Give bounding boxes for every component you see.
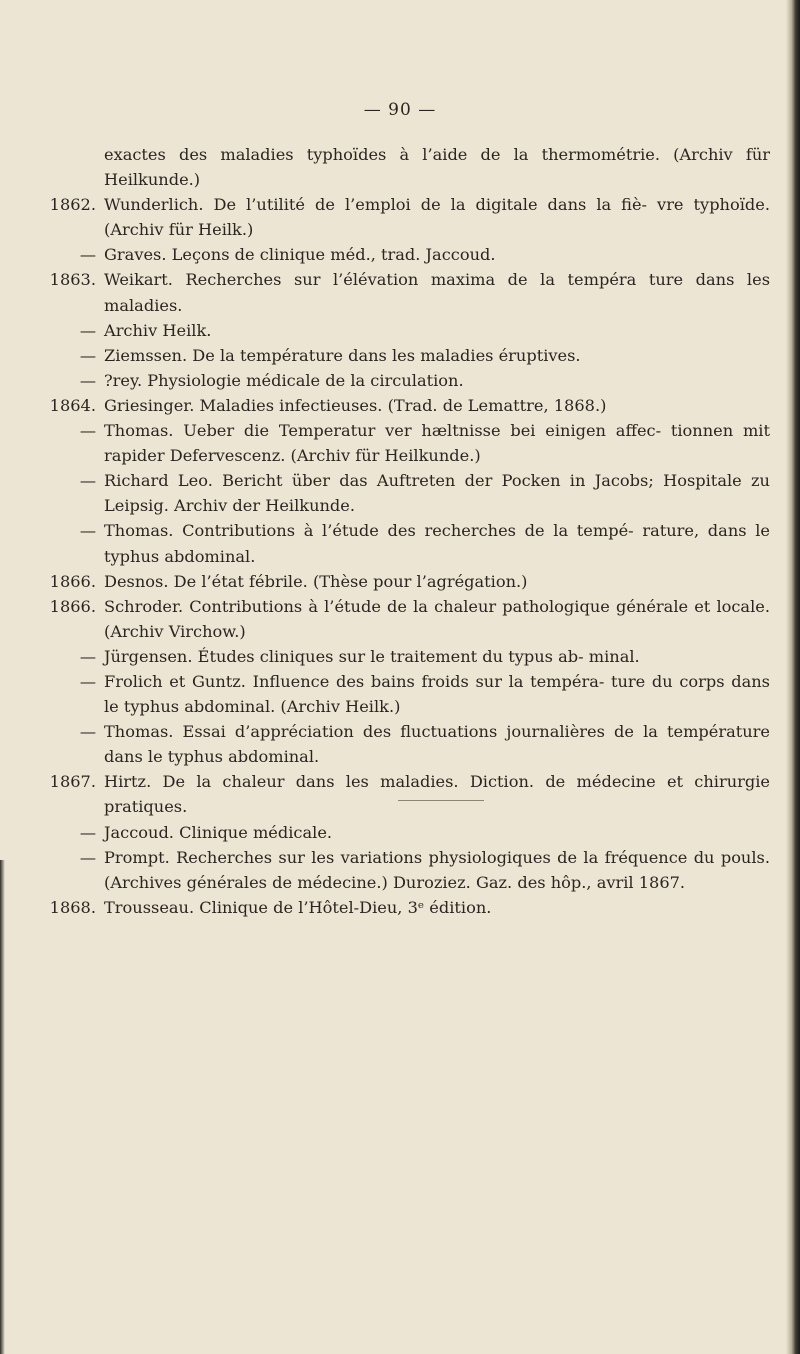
bibliography-entry <box>40 192 770 242</box>
entry-date: — <box>79 521 96 541</box>
entry-text: ?rey. Physiologie médicale de la circulation. <box>104 370 464 390</box>
entry-date: — <box>79 722 96 742</box>
bibliography-entry <box>40 594 770 644</box>
entry-text: Jürgensen. Études cliniques sur le traitement du typus ab- minal. <box>104 646 640 666</box>
entry-date: — <box>79 671 96 691</box>
entry-text: Frolich et Guntz. Influence des bains froids sur la tempéra- ture du corps dans le typhus abdominal. (Archiv Heilk.) <box>104 671 770 717</box>
entry-date: 1867. <box>49 772 96 792</box>
bibliography-entry <box>40 418 770 468</box>
entry-date: 1868. <box>49 897 96 917</box>
entry-text: Griesinger. Maladies infectieuses. (Trad. de Lemattre, 1868.) <box>104 395 607 415</box>
entry-text: Prompt. Recherches sur les variations physiologiques de la fréquence du pouls. (Archives générales de médecine.) Duroziez. Gaz. des hôp., avril 1867. <box>104 847 770 892</box>
bibliography-entry <box>40 669 770 719</box>
page-edge-shadow-right <box>786 0 800 1354</box>
bibliography-entry <box>40 845 770 895</box>
entry-text: Jaccoud. Clinique médicale. <box>104 822 333 842</box>
entry-date: — <box>79 345 96 365</box>
bibliography-entry <box>40 343 770 368</box>
entry-date: 1866. <box>49 571 96 591</box>
bibliography-entry <box>40 895 770 920</box>
bibliography-entry <box>40 318 770 343</box>
entry-date: — <box>79 847 96 867</box>
bibliography-entry <box>40 644 770 669</box>
entry-date: — <box>79 822 96 842</box>
entry-text: Wunderlich. De l’utilité de l’emploi de la digitale dans la fiè- vre typhoïde. (Archiv für Heilk.) <box>104 195 770 240</box>
entry-date <box>40 142 104 192</box>
entry-text: Trousseau. Clinique de l’Hôtel-Dieu, 3ᵉ édition. <box>104 897 492 917</box>
bibliography-entry <box>40 820 770 845</box>
bibliography-entry <box>40 569 770 594</box>
entry-date: 1863. <box>49 270 96 290</box>
bibliography-entry <box>40 468 770 518</box>
bibliography-entry <box>40 393 770 418</box>
entry-date: 1864. <box>49 395 96 415</box>
page-edge-shadow-left <box>0 860 5 1354</box>
entry-date: — <box>79 245 96 265</box>
bibliography-entry <box>40 719 770 769</box>
section-rule <box>398 800 484 801</box>
entry-text: Thomas. Ueber die Temperatur ver hæltnisse bei einigen affec- tionnen mit rapider Defervescenz. (Archiv für Heilkunde.) <box>104 421 770 466</box>
entry-text: Richard Leo. Bericht über das Auftreten der Pocken in Jacobs; Hospitale zu Leipsig. Archiv der Heilkunde. <box>104 471 770 516</box>
entry-text: Schroder. Contributions à l’étude de la chaleur pathologique générale et locale. (Archiv Virchow.) <box>104 596 770 641</box>
bibliography-entry <box>40 518 770 568</box>
entry-text: Thomas. Essai d’appréciation des fluctuations journalières de la température dans le typhus abdominal. <box>104 722 770 767</box>
bibliography-entry <box>40 769 770 819</box>
entry-date: — <box>79 320 96 340</box>
bibliography-entry <box>40 368 770 393</box>
bibliography-entry <box>40 242 770 267</box>
bibliography-entry <box>40 267 770 317</box>
bibliography-list <box>40 142 770 920</box>
entry-date: — <box>79 370 96 390</box>
entry-date: — <box>79 471 96 491</box>
page-number: — 90 — <box>363 100 437 120</box>
entry-text: Archiv Heilk. <box>104 320 212 340</box>
entry-text: Hirtz. De la chaleur dans les maladies. Diction. de médecine et chirurgie pratiques. <box>104 772 770 817</box>
entry-text: exactes des maladies typhoïdes à l’aide de la thermométrie. (Archiv für Heilkunde.) <box>104 145 770 190</box>
entry-date: 1866. <box>49 596 96 616</box>
entry-date: — <box>79 646 96 666</box>
entry-text: Thomas. Contributions à l’étude des recherches de la tempé- rature, dans le typhus abdominal. <box>104 521 770 566</box>
entry-text: Desnos. De l’état fébrile. (Thèse pour l’agrégation.) <box>104 571 528 591</box>
entry-date: 1862. <box>49 195 96 215</box>
entry-text: Graves. Leçons de clinique méd., trad. Jaccoud. <box>104 245 496 265</box>
entry-text: Weikart. Recherches sur l’élévation maxima de la tempéra ture dans les maladies. <box>104 270 770 315</box>
entry-date: — <box>79 421 96 441</box>
bibliography-entry <box>40 142 770 192</box>
entry-text: Ziemssen. De la température dans les maladies éruptives. <box>104 345 581 365</box>
